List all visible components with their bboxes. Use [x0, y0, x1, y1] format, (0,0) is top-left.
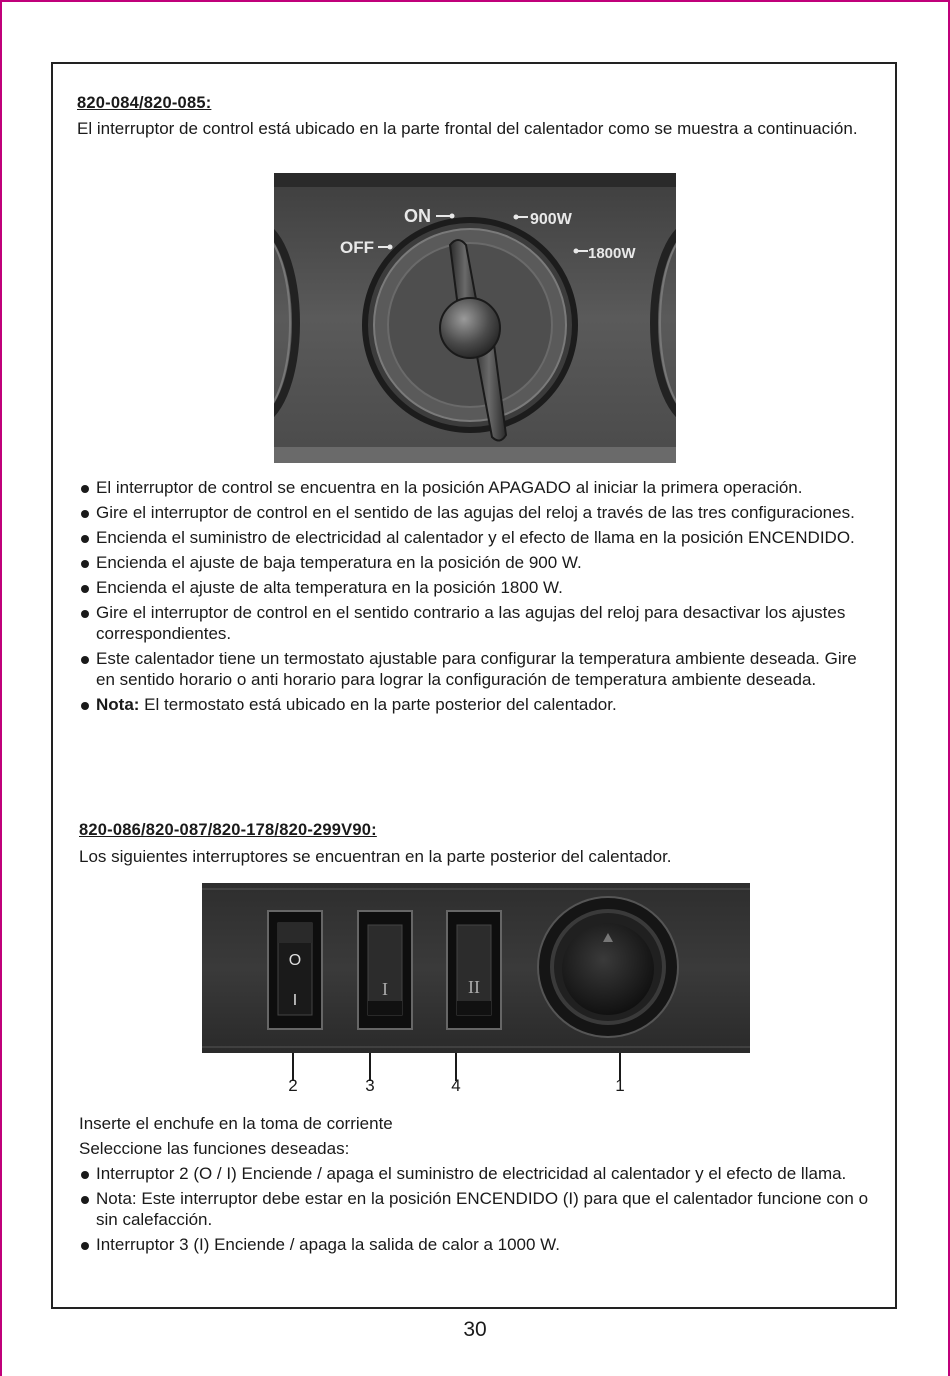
dial-900w-label: 900W — [530, 211, 572, 228]
note-text: El termostato está ubicado en la parte posterior del calentador. — [139, 695, 617, 714]
section1-heading: 820-084/820-085: — [77, 94, 212, 112]
list-item: Gire el interruptor de control en el sentido de las agujas del reloj a través de las tres configuraciones. — [79, 502, 879, 523]
list-item: Gire el interruptor de control en el sentido contrario a las agujas del reloj para desactivar los ajustes correspondientes. — [79, 602, 879, 644]
switch2-i-label: I — [292, 992, 298, 1009]
callout-3: 3 — [365, 1076, 375, 1095]
page-trim-top — [0, 0, 950, 2]
list-item: Nota: Este interruptor debe estar en la posición ENCENDIDO (I) para que el calentador funcione con o sin calefacción. — [79, 1188, 879, 1230]
callout-2: 2 — [288, 1076, 298, 1095]
callout-1: 1 — [615, 1076, 625, 1095]
list-item: Encienda el suministro de electricidad al calentador y el efecto de llama en la posición ENCENDIDO. — [79, 527, 879, 548]
section2-heading: 820-086/820-087/820-178/820-299V90: — [79, 821, 377, 839]
switch3-label: I — [382, 979, 388, 999]
switch2-o-label: O — [288, 952, 302, 969]
section2-line2: Seleccione las funciones deseadas: — [79, 1139, 350, 1158]
rear-switches-photo — [202, 883, 750, 1053]
control-dial-photo — [274, 173, 676, 463]
section2-line1: Inserte el enchufe en la toma de corriente — [79, 1114, 393, 1133]
section2-intro: Los siguientes interruptores se encuentran en la parte posterior del calentador. — [79, 847, 672, 866]
section1-bullet-list — [79, 477, 879, 715]
page-number: 30 — [463, 1318, 487, 1341]
note-label: Nota: — [96, 695, 140, 714]
section2-bullet-list — [79, 1163, 879, 1255]
list-item-note — [79, 694, 879, 715]
list-item: Este calentador tiene un termostato ajustable para configurar la temperatura ambiente deseada. Gire en sentido horario o anti horario para lograr la configuración de temperatura ambiente deseada. — [79, 648, 879, 690]
dial-1800w-label: 1800W — [588, 245, 636, 262]
list-item: Encienda el ajuste de baja temperatura en la posición de 900 W. — [79, 552, 879, 573]
page-trim-left — [0, 0, 2, 1376]
switch4-label: II — [468, 977, 480, 997]
list-item: El interruptor de control se encuentra en la posición APAGADO al iniciar la primera operación. — [79, 477, 879, 498]
callout-4: 4 — [451, 1076, 461, 1095]
dial-on-label: ON — [404, 206, 431, 226]
list-item: Encienda el ajuste de alta temperatura en la posición 1800 W. — [79, 577, 879, 598]
section1-intro: El interruptor de control está ubicado en la parte frontal del calentador como se muestra a continuación. — [77, 119, 858, 138]
dial-off-label: OFF — [340, 238, 374, 257]
list-item: Interruptor 2 (O / I) Enciende / apaga el suministro de electricidad al calentador y el efecto de llama. — [79, 1163, 879, 1184]
list-item: Interruptor 3 (I) Enciende / apaga la salida de calor a 1000 W. — [79, 1234, 879, 1255]
